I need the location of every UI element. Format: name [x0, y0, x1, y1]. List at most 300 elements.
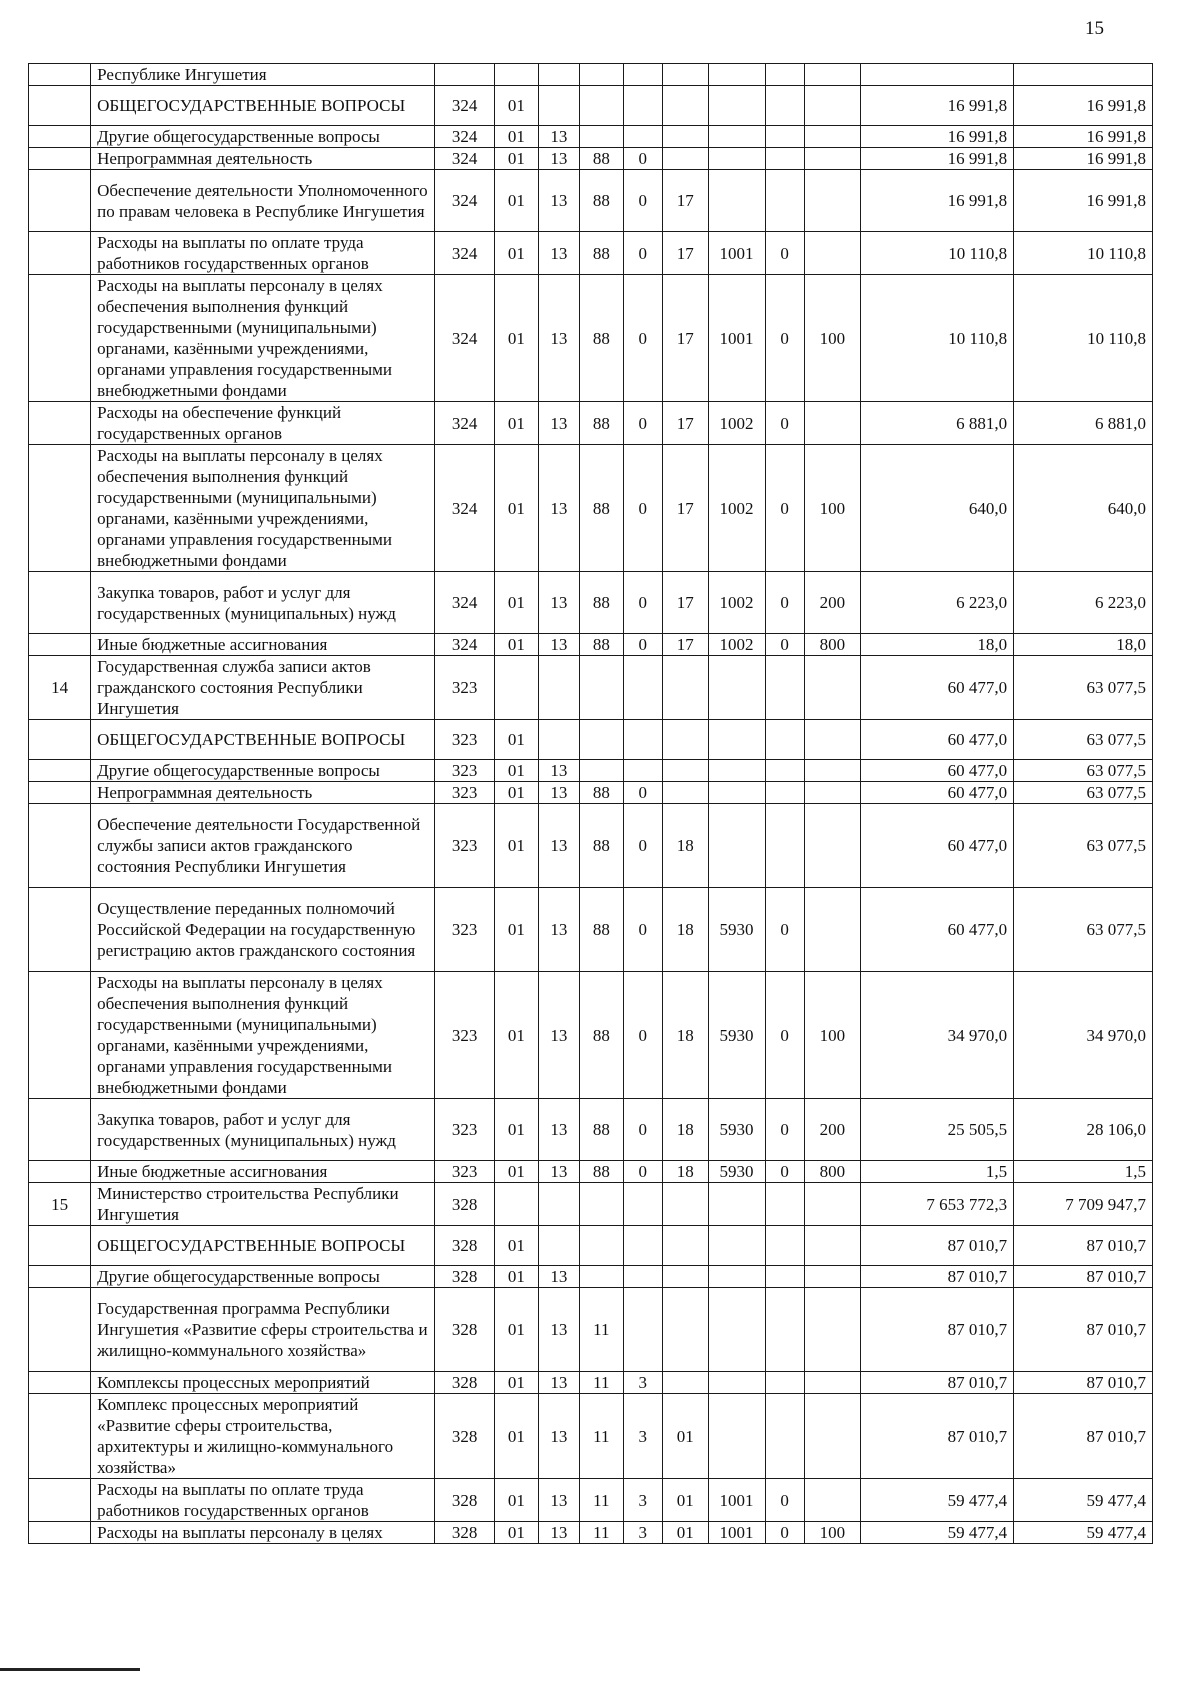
code-event — [662, 86, 708, 126]
table-row — [29, 445, 1153, 572]
code-expense-type — [804, 1183, 860, 1226]
row-name: Расходы на выплаты персоналу в целях обеспечения выполнения функций государственными (муниципальными) органами, казёнными учреждениями, органами управления государственными внебюджетными фондами — [91, 972, 435, 1099]
row-name: Государственная служба записи актов гражданского состояния Республики Ингушетия — [91, 656, 435, 720]
code-subprogram: 0 — [623, 1099, 662, 1161]
table-row — [29, 1394, 1153, 1479]
code-direction — [708, 1266, 765, 1288]
code-expense-type: 200 — [804, 1099, 860, 1161]
amount-year-1: 60 477,0 — [860, 656, 1013, 720]
code-direction — [708, 760, 765, 782]
code-sub-direction: 0 — [765, 1099, 804, 1161]
code-subsection: 13 — [538, 782, 579, 804]
code-expense-type: 100 — [804, 1522, 860, 1544]
code-sub-direction — [765, 170, 804, 232]
code-ministry: 323 — [435, 1099, 495, 1161]
amount-year-2: 87 010,7 — [1014, 1394, 1153, 1479]
amount-year-1: 640,0 — [860, 445, 1013, 572]
code-subprogram: 3 — [623, 1479, 662, 1522]
code-event — [662, 1372, 708, 1394]
code-subprogram: 0 — [623, 972, 662, 1099]
table-row — [29, 232, 1153, 275]
code-event — [662, 126, 708, 148]
code-ministry: 324 — [435, 86, 495, 126]
table-row — [29, 402, 1153, 445]
row-number — [29, 1394, 91, 1479]
code-section: 01 — [495, 170, 539, 232]
code-subprogram — [623, 720, 662, 760]
code-section: 01 — [495, 1394, 539, 1479]
table-row — [29, 1479, 1153, 1522]
table-row — [29, 972, 1153, 1099]
code-event — [662, 1288, 708, 1372]
amount-year-1: 16 991,8 — [860, 170, 1013, 232]
code-program: 88 — [580, 572, 624, 634]
amount-year-1: 16 991,8 — [860, 86, 1013, 126]
code-program — [580, 86, 624, 126]
code-event: 17 — [662, 275, 708, 402]
code-ministry: 328 — [435, 1183, 495, 1226]
code-subprogram — [623, 64, 662, 86]
code-expense-type: 800 — [804, 634, 860, 656]
code-program — [580, 1266, 624, 1288]
code-sub-direction: 0 — [765, 972, 804, 1099]
amount-year-2: 59 477,4 — [1014, 1479, 1153, 1522]
code-expense-type — [804, 232, 860, 275]
code-subsection: 13 — [538, 804, 579, 888]
code-expense-type — [804, 1479, 860, 1522]
code-ministry: 328 — [435, 1266, 495, 1288]
table-row — [29, 572, 1153, 634]
code-expense-type: 800 — [804, 1161, 860, 1183]
code-subsection: 13 — [538, 634, 579, 656]
code-event: 01 — [662, 1479, 708, 1522]
amount-year-1: 60 477,0 — [860, 804, 1013, 888]
amount-year-2: 87 010,7 — [1014, 1288, 1153, 1372]
code-direction: 1002 — [708, 445, 765, 572]
code-direction: 1001 — [708, 232, 765, 275]
code-expense-type: 100 — [804, 275, 860, 402]
code-expense-type: 200 — [804, 572, 860, 634]
code-subsection: 13 — [538, 888, 579, 972]
row-name: Другие общегосударственные вопросы — [91, 1266, 435, 1288]
amount-year-1: 6 223,0 — [860, 572, 1013, 634]
code-expense-type — [804, 86, 860, 126]
code-ministry: 323 — [435, 720, 495, 760]
code-sub-direction: 0 — [765, 445, 804, 572]
code-subprogram: 0 — [623, 782, 662, 804]
code-direction — [708, 64, 765, 86]
code-sub-direction — [765, 1266, 804, 1288]
code-sub-direction — [765, 86, 804, 126]
code-program — [580, 64, 624, 86]
budget-table — [28, 63, 1153, 1544]
code-sub-direction — [765, 656, 804, 720]
code-program: 88 — [580, 888, 624, 972]
code-ministry: 324 — [435, 170, 495, 232]
code-sub-direction: 0 — [765, 402, 804, 445]
row-number — [29, 1372, 91, 1394]
code-ministry: 324 — [435, 402, 495, 445]
table-row — [29, 1522, 1153, 1544]
code-expense-type — [804, 170, 860, 232]
code-subprogram — [623, 86, 662, 126]
amount-year-1: 60 477,0 — [860, 888, 1013, 972]
code-expense-type — [804, 1394, 860, 1479]
code-event: 01 — [662, 1522, 708, 1544]
code-subsection: 13 — [538, 572, 579, 634]
amount-year-1: 59 477,4 — [860, 1479, 1013, 1522]
code-program: 88 — [580, 972, 624, 1099]
code-ministry: 328 — [435, 1372, 495, 1394]
code-section: 01 — [495, 445, 539, 572]
code-program: 88 — [580, 782, 624, 804]
amount-year-1: 60 477,0 — [860, 760, 1013, 782]
row-number — [29, 126, 91, 148]
code-program — [580, 1226, 624, 1266]
code-ministry: 324 — [435, 126, 495, 148]
code-subsection — [538, 720, 579, 760]
code-subsection — [538, 86, 579, 126]
row-name: Расходы на выплаты персоналу в целях — [91, 1522, 435, 1544]
amount-year-2: 1,5 — [1014, 1161, 1153, 1183]
code-subprogram: 0 — [623, 804, 662, 888]
amount-year-1: 25 505,5 — [860, 1099, 1013, 1161]
code-sub-direction — [765, 804, 804, 888]
code-direction — [708, 170, 765, 232]
code-section: 01 — [495, 1266, 539, 1288]
code-sub-direction — [765, 782, 804, 804]
code-program: 11 — [580, 1479, 624, 1522]
code-direction — [708, 148, 765, 170]
code-expense-type — [804, 1288, 860, 1372]
code-program — [580, 656, 624, 720]
code-expense-type — [804, 148, 860, 170]
code-direction: 5930 — [708, 1099, 765, 1161]
amount-year-2: 16 991,8 — [1014, 170, 1153, 232]
code-section — [495, 656, 539, 720]
code-direction: 1002 — [708, 402, 765, 445]
amount-year-1: 87 010,7 — [860, 1394, 1013, 1479]
code-sub-direction — [765, 64, 804, 86]
code-event: 18 — [662, 888, 708, 972]
row-name: Непрограммная деятельность — [91, 782, 435, 804]
code-sub-direction — [765, 1183, 804, 1226]
code-section: 01 — [495, 804, 539, 888]
row-number — [29, 888, 91, 972]
row-name: Комплекс процессных мероприятий «Развитие сферы строительства, архитектуры и жилищно-коммунального хозяйства» — [91, 1394, 435, 1479]
code-expense-type — [804, 888, 860, 972]
code-direction — [708, 804, 765, 888]
code-expense-type — [804, 720, 860, 760]
row-name: Расходы на выплаты персоналу в целях обеспечения выполнения функций государственными (муниципальными) органами, казёнными учреждениями, органами управления государственными внебюджетными фондами — [91, 445, 435, 572]
code-program: 88 — [580, 445, 624, 572]
table-row — [29, 148, 1153, 170]
code-section: 01 — [495, 634, 539, 656]
page-number: 15 — [1085, 18, 1104, 39]
code-section: 01 — [495, 1522, 539, 1544]
code-direction — [708, 126, 765, 148]
code-program: 88 — [580, 634, 624, 656]
code-sub-direction: 0 — [765, 888, 804, 972]
code-expense-type — [804, 1226, 860, 1266]
code-program: 88 — [580, 170, 624, 232]
code-event: 18 — [662, 972, 708, 1099]
row-number — [29, 232, 91, 275]
code-direction: 5930 — [708, 1161, 765, 1183]
table-body — [29, 64, 1153, 1544]
code-subsection: 13 — [538, 1479, 579, 1522]
code-ministry: 328 — [435, 1479, 495, 1522]
row-number — [29, 86, 91, 126]
amount-year-1 — [860, 64, 1013, 86]
code-subsection: 13 — [538, 1372, 579, 1394]
row-number — [29, 804, 91, 888]
amount-year-2: 28 106,0 — [1014, 1099, 1153, 1161]
code-event: 17 — [662, 170, 708, 232]
amount-year-1: 87 010,7 — [860, 1226, 1013, 1266]
code-subprogram: 0 — [623, 170, 662, 232]
table-row — [29, 64, 1153, 86]
code-direction — [708, 1288, 765, 1372]
table-row — [29, 782, 1153, 804]
table-row — [29, 1161, 1153, 1183]
amount-year-1: 34 970,0 — [860, 972, 1013, 1099]
code-section: 01 — [495, 760, 539, 782]
code-sub-direction — [765, 1226, 804, 1266]
row-name: Расходы на выплаты персоналу в целях обеспечения выполнения функций государственными (муниципальными) органами, казёнными учреждениями, органами управления государственными внебюджетными фондами — [91, 275, 435, 402]
code-ministry: 323 — [435, 804, 495, 888]
code-program: 11 — [580, 1288, 624, 1372]
code-section: 01 — [495, 972, 539, 1099]
row-number: 15 — [29, 1183, 91, 1226]
amount-year-2: 34 970,0 — [1014, 972, 1153, 1099]
code-subsection — [538, 1183, 579, 1226]
code-section: 01 — [495, 1161, 539, 1183]
table-row — [29, 1099, 1153, 1161]
code-direction — [708, 720, 765, 760]
code-program: 11 — [580, 1522, 624, 1544]
amount-year-2: 87 010,7 — [1014, 1226, 1153, 1266]
code-subsection: 13 — [538, 1522, 579, 1544]
row-number — [29, 1266, 91, 1288]
row-name: ОБЩЕГОСУДАРСТВЕННЫЕ ВОПРОСЫ — [91, 720, 435, 760]
code-subprogram — [623, 760, 662, 782]
code-subsection: 13 — [538, 1288, 579, 1372]
code-section: 01 — [495, 232, 539, 275]
code-ministry: 324 — [435, 572, 495, 634]
code-sub-direction: 0 — [765, 1161, 804, 1183]
code-subsection: 13 — [538, 148, 579, 170]
code-subprogram: 0 — [623, 402, 662, 445]
code-section — [495, 64, 539, 86]
code-direction — [708, 86, 765, 126]
code-section — [495, 1183, 539, 1226]
code-subsection: 13 — [538, 972, 579, 1099]
code-subprogram: 0 — [623, 445, 662, 572]
code-direction — [708, 1394, 765, 1479]
code-event — [662, 1266, 708, 1288]
code-expense-type — [804, 126, 860, 148]
code-program: 88 — [580, 804, 624, 888]
row-name: Расходы на обеспечение функций государственных органов — [91, 402, 435, 445]
row-number — [29, 1161, 91, 1183]
code-program: 88 — [580, 1161, 624, 1183]
row-name: Республике Ингушетия — [91, 64, 435, 86]
code-ministry: 324 — [435, 634, 495, 656]
row-number — [29, 572, 91, 634]
table-row — [29, 634, 1153, 656]
row-name: Закупка товаров, работ и услуг для государственных (муниципальных) нужд — [91, 572, 435, 634]
code-subsection: 13 — [538, 232, 579, 275]
code-sub-direction — [765, 720, 804, 760]
code-subsection: 13 — [538, 402, 579, 445]
row-name: Расходы на выплаты по оплате труда работников государственных органов — [91, 1479, 435, 1522]
code-direction: 1001 — [708, 1479, 765, 1522]
code-subprogram: 3 — [623, 1522, 662, 1544]
amount-year-2: 63 077,5 — [1014, 656, 1153, 720]
code-program — [580, 760, 624, 782]
row-name: Иные бюджетные ассигнования — [91, 1161, 435, 1183]
amount-year-2: 87 010,7 — [1014, 1372, 1153, 1394]
code-subprogram — [623, 1288, 662, 1372]
code-direction: 1002 — [708, 572, 765, 634]
code-direction — [708, 1183, 765, 1226]
amount-year-2: 10 110,8 — [1014, 275, 1153, 402]
code-ministry: 328 — [435, 1394, 495, 1479]
code-section: 01 — [495, 782, 539, 804]
row-name: ОБЩЕГОСУДАРСТВЕННЫЕ ВОПРОСЫ — [91, 1226, 435, 1266]
row-name: Государственная программа Республики Ингушетия «Развитие сферы строительства и жилищно-коммунального хозяйства» — [91, 1288, 435, 1372]
code-sub-direction: 0 — [765, 275, 804, 402]
code-expense-type: 100 — [804, 972, 860, 1099]
code-ministry: 324 — [435, 445, 495, 572]
code-event: 17 — [662, 232, 708, 275]
amount-year-1: 10 110,8 — [860, 232, 1013, 275]
row-name: Министерство строительства Республики Ингушетия — [91, 1183, 435, 1226]
code-event — [662, 656, 708, 720]
amount-year-2: 6 881,0 — [1014, 402, 1153, 445]
code-subsection — [538, 1226, 579, 1266]
code-event — [662, 148, 708, 170]
code-ministry: 323 — [435, 760, 495, 782]
code-subsection: 13 — [538, 1099, 579, 1161]
row-name: Обеспечение деятельности Государственной службы записи актов гражданского состояния Республики Ингушетия — [91, 804, 435, 888]
code-expense-type — [804, 782, 860, 804]
code-ministry: 328 — [435, 1226, 495, 1266]
code-direction — [708, 656, 765, 720]
amount-year-1: 60 477,0 — [860, 782, 1013, 804]
row-number — [29, 170, 91, 232]
code-subsection: 13 — [538, 275, 579, 402]
code-ministry: 324 — [435, 275, 495, 402]
row-name: Другие общегосударственные вопросы — [91, 760, 435, 782]
row-number — [29, 275, 91, 402]
table-row — [29, 804, 1153, 888]
table-row — [29, 126, 1153, 148]
code-subsection: 13 — [538, 1266, 579, 1288]
amount-year-1: 16 991,8 — [860, 148, 1013, 170]
amount-year-1: 7 653 772,3 — [860, 1183, 1013, 1226]
row-number — [29, 1226, 91, 1266]
code-ministry: 323 — [435, 782, 495, 804]
row-name: Иные бюджетные ассигнования — [91, 634, 435, 656]
code-ministry: 323 — [435, 888, 495, 972]
code-event: 18 — [662, 1099, 708, 1161]
code-event: 17 — [662, 402, 708, 445]
code-ministry: 328 — [435, 1522, 495, 1544]
code-program: 11 — [580, 1372, 624, 1394]
row-number — [29, 64, 91, 86]
code-section: 01 — [495, 720, 539, 760]
code-direction — [708, 1226, 765, 1266]
row-number — [29, 760, 91, 782]
amount-year-2: 63 077,5 — [1014, 720, 1153, 760]
row-number — [29, 1288, 91, 1372]
code-direction: 5930 — [708, 888, 765, 972]
code-sub-direction — [765, 1288, 804, 1372]
code-section: 01 — [495, 1226, 539, 1266]
code-subprogram: 0 — [623, 634, 662, 656]
code-sub-direction: 0 — [765, 1522, 804, 1544]
row-name: Расходы на выплаты по оплате труда работников государственных органов — [91, 232, 435, 275]
amount-year-2: 16 991,8 — [1014, 86, 1153, 126]
table-row — [29, 656, 1153, 720]
row-number — [29, 445, 91, 572]
code-expense-type — [804, 402, 860, 445]
code-direction: 1001 — [708, 275, 765, 402]
code-ministry: 323 — [435, 656, 495, 720]
code-sub-direction — [765, 760, 804, 782]
code-section: 01 — [495, 572, 539, 634]
code-sub-direction: 0 — [765, 1479, 804, 1522]
amount-year-2: 640,0 — [1014, 445, 1153, 572]
row-number — [29, 634, 91, 656]
code-sub-direction: 0 — [765, 232, 804, 275]
row-number — [29, 720, 91, 760]
amount-year-1: 18,0 — [860, 634, 1013, 656]
code-section: 01 — [495, 888, 539, 972]
code-sub-direction — [765, 1394, 804, 1479]
code-section: 01 — [495, 1099, 539, 1161]
code-program — [580, 126, 624, 148]
table-row — [29, 275, 1153, 402]
code-subprogram — [623, 656, 662, 720]
amount-year-2: 59 477,4 — [1014, 1522, 1153, 1544]
code-event: 18 — [662, 1161, 708, 1183]
code-expense-type: 100 — [804, 445, 860, 572]
amount-year-1: 60 477,0 — [860, 720, 1013, 760]
code-expense-type — [804, 760, 860, 782]
code-section: 01 — [495, 275, 539, 402]
table-row — [29, 888, 1153, 972]
code-sub-direction — [765, 1372, 804, 1394]
amount-year-2: 63 077,5 — [1014, 782, 1153, 804]
row-number — [29, 1099, 91, 1161]
code-subsection: 13 — [538, 1161, 579, 1183]
code-section: 01 — [495, 1479, 539, 1522]
code-event — [662, 1183, 708, 1226]
code-sub-direction: 0 — [765, 634, 804, 656]
amount-year-1: 87 010,7 — [860, 1372, 1013, 1394]
code-event — [662, 782, 708, 804]
code-subprogram — [623, 1226, 662, 1266]
code-event — [662, 1226, 708, 1266]
code-ministry: 324 — [435, 232, 495, 275]
scan-edge-mark — [0, 1668, 140, 1671]
amount-year-1: 10 110,8 — [860, 275, 1013, 402]
amount-year-2: 63 077,5 — [1014, 760, 1153, 782]
table-row — [29, 720, 1153, 760]
